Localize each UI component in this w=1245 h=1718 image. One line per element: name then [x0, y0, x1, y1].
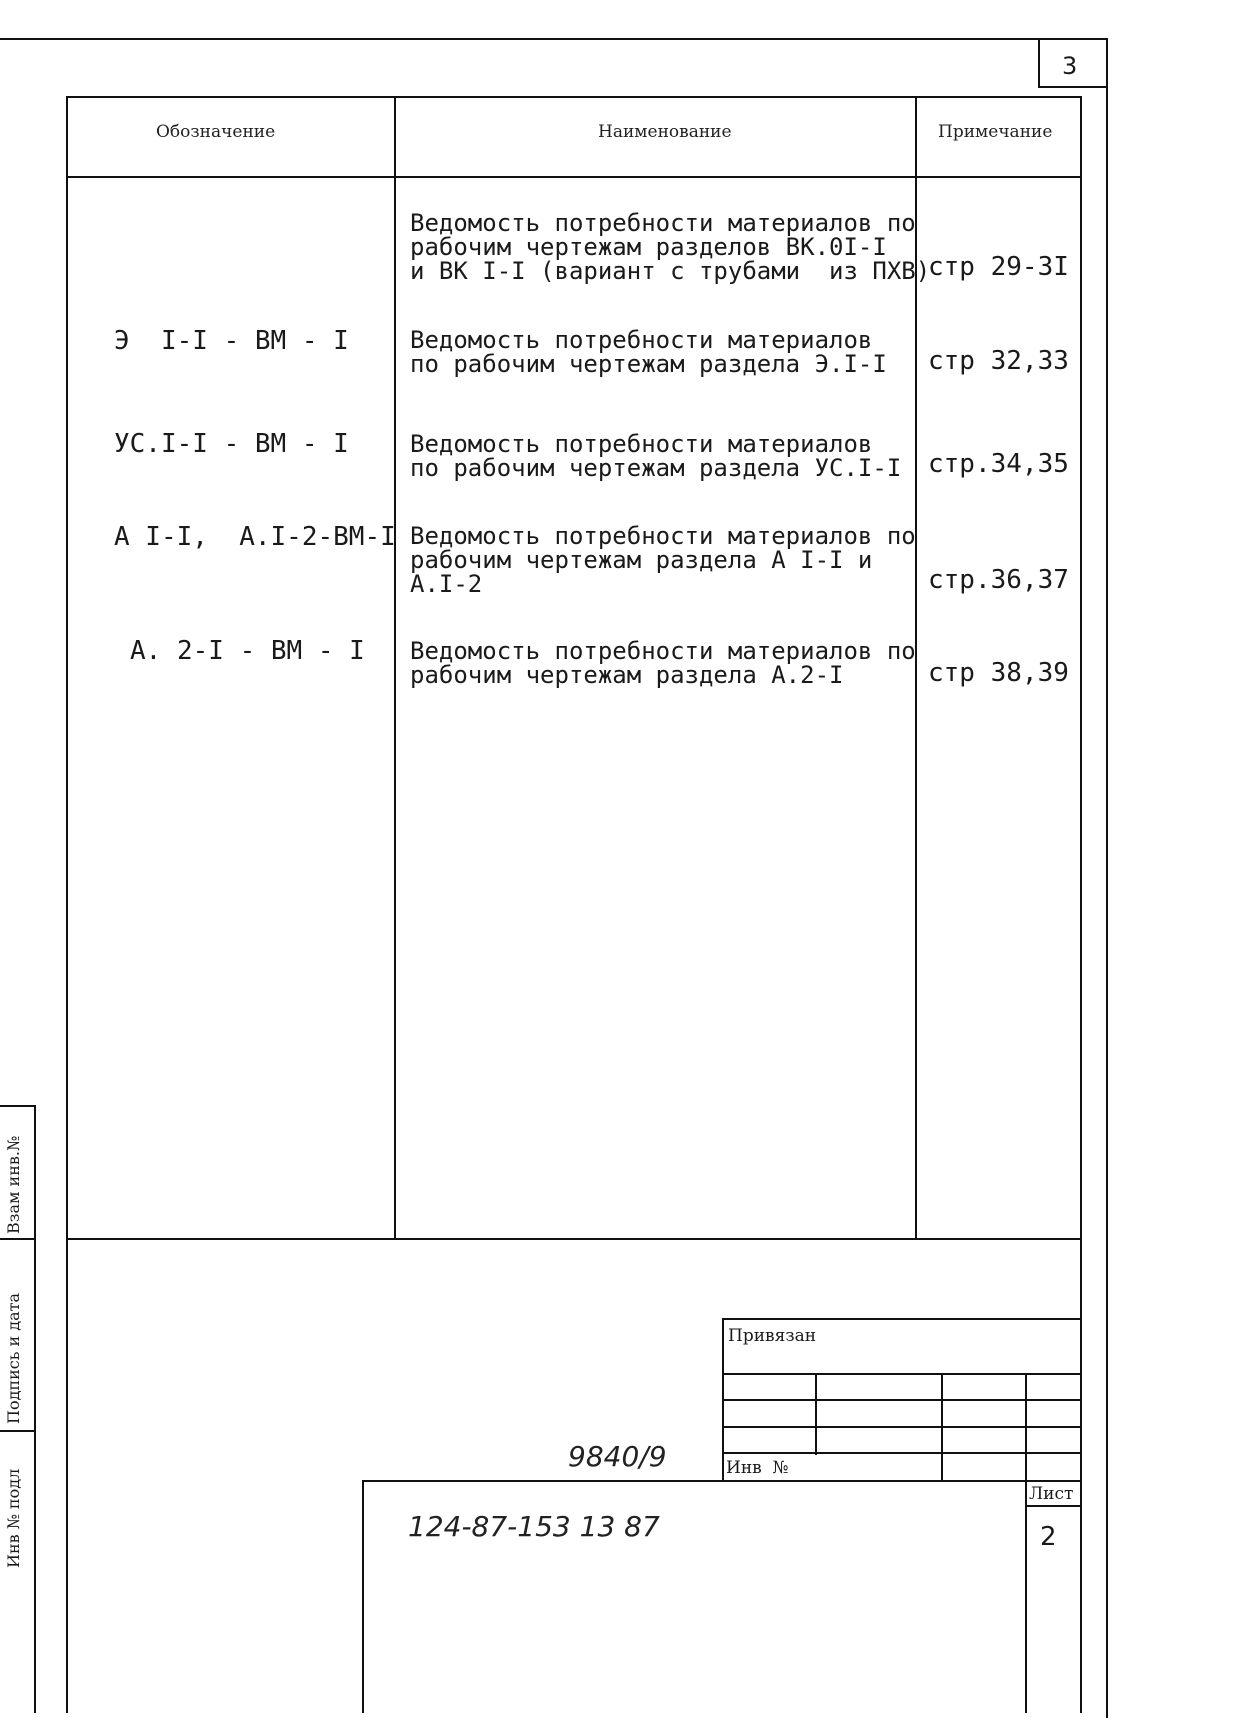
row-name-line: Ведомость потребности материалов по: [410, 637, 916, 665]
side-stamp-vzam: Взам инв.№: [4, 1135, 23, 1234]
privyazan-label: Привязан: [728, 1326, 817, 1346]
side-stamp-border: [34, 1105, 36, 1713]
table-left-line: [66, 96, 68, 1713]
inv-no-label: Инв №: [726, 1458, 789, 1478]
privyazan-grid-line-4: [722, 1452, 1082, 1454]
row-name-line: Ведомость потребности материалов по: [410, 209, 916, 237]
header-name: Наименование: [598, 122, 732, 142]
list-value: 2: [1040, 1522, 1057, 1552]
right-border-line: [1106, 38, 1108, 1718]
row-name-line: по рабочим чертежам раздела УС.I-I: [410, 454, 902, 482]
row-note: стр 29-3I: [928, 252, 1069, 282]
privyazan-top-line: [722, 1318, 1082, 1320]
side-stamp-line-2: [0, 1238, 36, 1240]
privyazan-col-3: [1025, 1373, 1027, 1480]
page-number: 3: [1062, 52, 1078, 80]
page-number-box-left: [1038, 38, 1040, 86]
row-name-line: рабочим чертежам разделов ВК.0I-I: [410, 233, 887, 261]
table-bottom-line: [66, 1238, 1082, 1240]
row-designation: Э I-I - ВМ - I: [114, 326, 349, 356]
table-top-line: [66, 96, 1082, 98]
row-designation: А. 2-I - ВМ - I: [130, 636, 365, 666]
document-code: 124-87-153 13 87: [408, 1510, 660, 1543]
row-name-line: А.I-2: [410, 570, 483, 598]
list-label: Лист: [1029, 1484, 1074, 1504]
list-cell-divider: [1025, 1505, 1082, 1507]
top-border-line: [0, 38, 1108, 40]
stamp-top-line: [362, 1480, 1082, 1482]
stamp-left-line: [362, 1480, 364, 1713]
side-stamp-podpis: Подпись и дата: [4, 1292, 23, 1424]
row-note: стр.36,37: [928, 565, 1069, 595]
side-stamp-line-3: [0, 1430, 36, 1432]
handwritten-number: 9840/9: [568, 1440, 667, 1473]
row-note: стр 32,33: [928, 346, 1069, 376]
row-name-line: Ведомость потребности материалов по: [410, 522, 916, 550]
row-designation: УС.I-I - ВМ - I: [114, 429, 349, 459]
page-number-box-bottom: [1038, 86, 1108, 88]
header-note: Примечание: [938, 122, 1053, 142]
row-name-line: рабочим чертежам раздела А.2-I: [410, 661, 844, 689]
col-divider-1: [394, 96, 396, 1240]
privyazan-col-1: [815, 1373, 817, 1455]
row-name-line: Ведомость потребности материалов: [410, 326, 873, 354]
table-right-line: [1080, 96, 1082, 1713]
row-note: стр.34,35: [928, 449, 1069, 479]
list-cell-left-line: [1025, 1480, 1027, 1713]
header-designation: Обозначение: [156, 122, 276, 142]
row-name-line: рабочим чертежам раздела А I-I и: [410, 546, 873, 574]
privyazan-grid-line-3: [722, 1426, 1082, 1428]
row-designation: А I-I, А.I-2-ВМ-I: [114, 522, 396, 552]
side-stamp-line-1: [0, 1105, 36, 1107]
privyazan-grid-line-1: [722, 1373, 1082, 1375]
privyazan-col-2: [941, 1373, 943, 1480]
header-bottom-line: [66, 176, 1082, 178]
privyazan-grid-line-2: [722, 1399, 1082, 1401]
side-stamp-inv-podl: Инв № подл: [4, 1468, 23, 1568]
row-note: стр 38,39: [928, 658, 1069, 688]
row-name-line: и ВК I-I (вариант с трубами из ПХВ): [410, 257, 931, 285]
row-name-line: Ведомость потребности материалов: [410, 430, 873, 458]
row-name-line: по рабочим чертежам раздела Э.I-I: [410, 350, 887, 378]
